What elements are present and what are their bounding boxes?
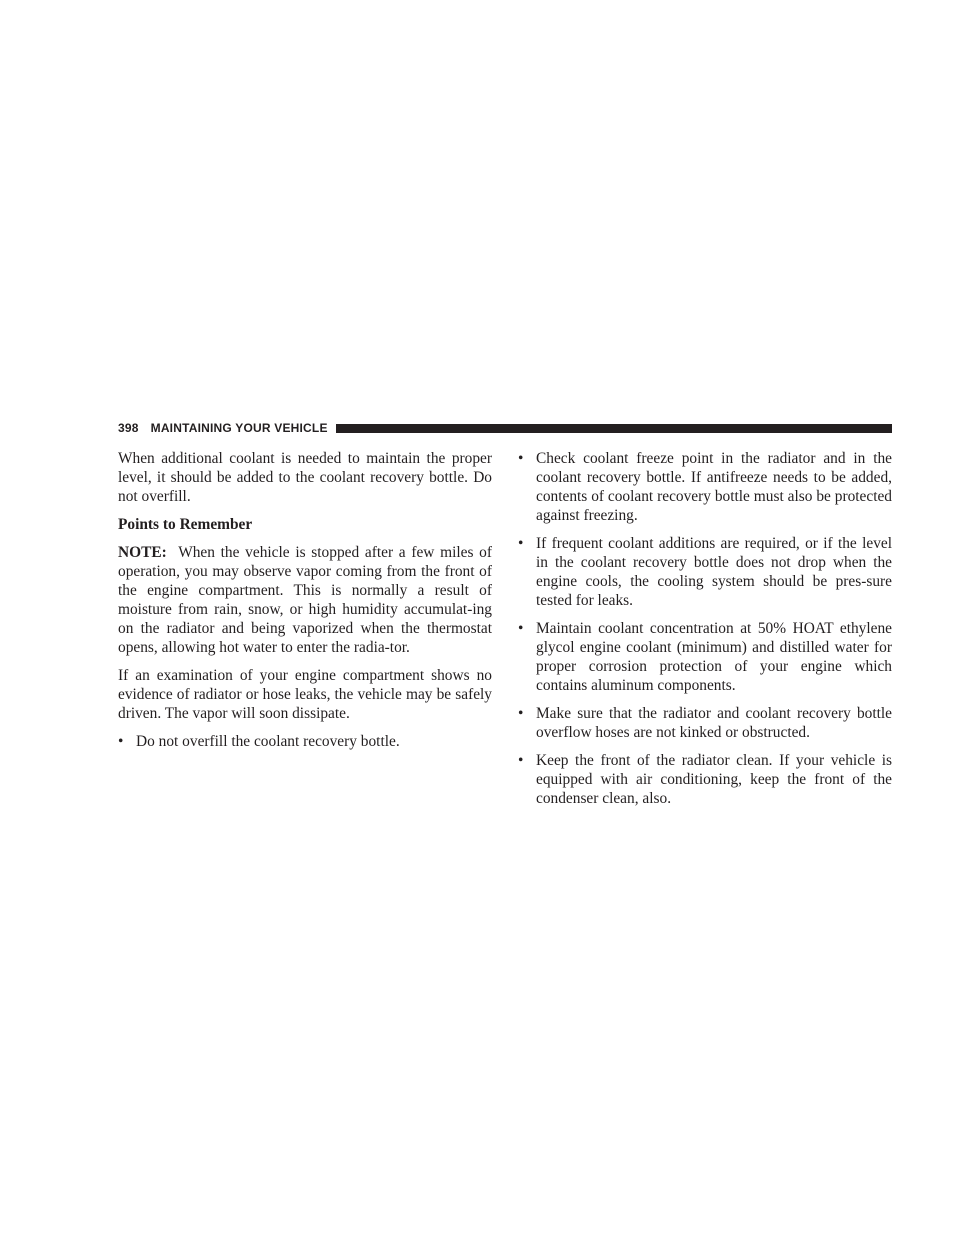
- list-item-text: Check coolant freeze point in the radiator and in the coolant recovery bottle. If antifreeze needs to be added, contents of coolant recovery bottle must also be protected against freezing.: [536, 450, 892, 524]
- note-text: When the vehicle is stopped after a few miles of operation, you may observe vapor coming from the front of the engine compartment. This is normally a result of moisture from rain, snow, or high humidity accumulat-ing on the radiator and being vaporized when the thermostat opens, allowing hot water to enter the radia-tor.: [118, 544, 492, 656]
- bullet-icon: •: [118, 733, 124, 750]
- right-column: [518, 449, 892, 817]
- intro-paragraph: When additional coolant is needed to maintain the proper level, it should be added to the coolant recovery bottle. Do not overfill.: [118, 450, 492, 505]
- right-bullet-list: [518, 449, 892, 808]
- list-item: [518, 534, 892, 610]
- bullet-icon: •: [518, 535, 524, 552]
- list-item-text: Do not overfill the coolant recovery bottle.: [136, 733, 400, 750]
- list-item: [118, 732, 492, 751]
- page-header: [118, 420, 892, 436]
- list-item-text: Maintain coolant concentration at 50% HOAT ethylene glycol engine coolant (minimum) and distilled water for proper corrosion protection of your engine which contains aluminum components.: [536, 620, 892, 694]
- list-item-text: Keep the front of the radiator clean. If your vehicle is equipped with air conditioning, keep the front of the condenser clean, also.: [536, 752, 892, 807]
- list-item: [518, 751, 892, 808]
- left-bullet-list: [118, 732, 492, 751]
- bullet-icon: •: [518, 620, 524, 637]
- examination-paragraph: If an examination of your engine compartment shows no evidence of radiator or hose leaks, the vehicle may be safely driven. The vapor will soon dissipate.: [118, 667, 492, 722]
- bullet-icon: •: [518, 705, 524, 722]
- section-title: MAINTAINING YOUR VEHICLE: [150, 421, 328, 435]
- bullet-icon: •: [518, 450, 524, 467]
- header-rule: [336, 424, 892, 433]
- list-item: [518, 449, 892, 525]
- left-column: [118, 449, 492, 760]
- list-item: [518, 704, 892, 742]
- points-to-remember-heading: Points to Remember: [118, 516, 253, 533]
- list-item-text: If frequent coolant additions are required, or if the level in the coolant recovery bottle does not drop when the engine cools, the cooling system should be pres-sure tested for leaks.: [536, 535, 892, 609]
- list-item: [518, 619, 892, 695]
- page-number: 398: [118, 421, 139, 435]
- list-item-text: Make sure that the radiator and coolant recovery bottle overflow hoses are not kinked or obstructed.: [536, 705, 892, 741]
- note-paragraph: [118, 543, 492, 657]
- note-label: NOTE:: [118, 544, 167, 561]
- bullet-icon: •: [518, 752, 524, 769]
